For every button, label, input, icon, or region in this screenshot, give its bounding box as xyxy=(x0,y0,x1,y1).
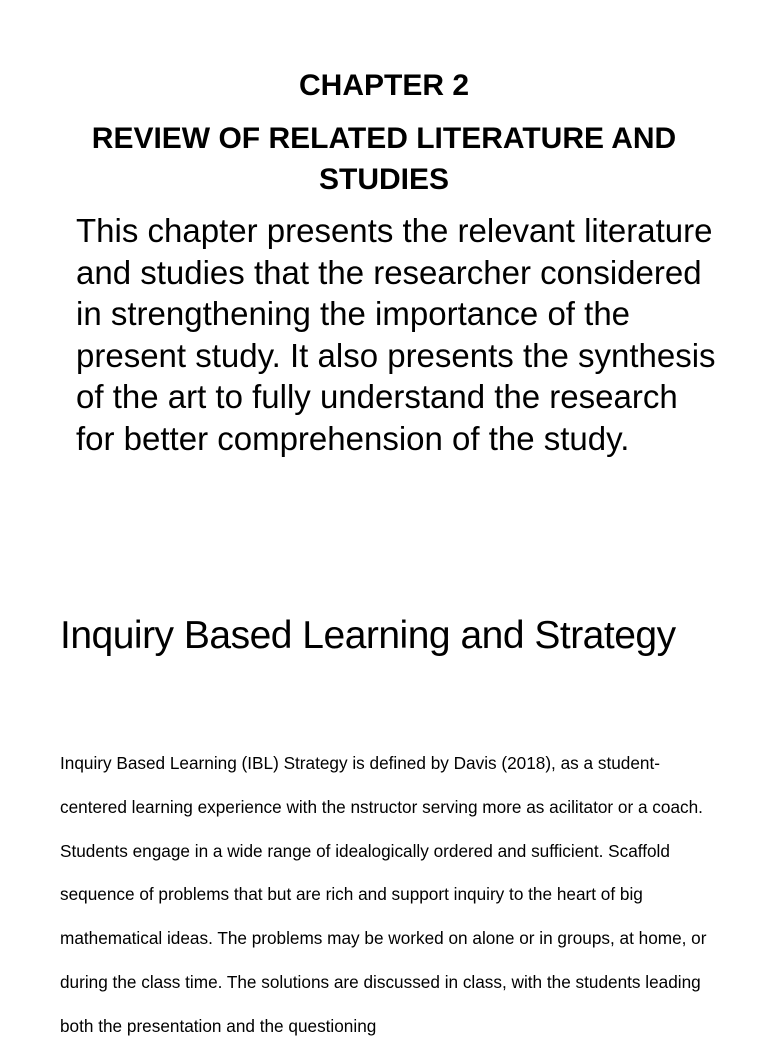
chapter-intro-paragraph: This chapter presents the relevant literature and studies that the researcher considered in strengthening the importance of the present study. It also presents the synthesis of the art to fully understand the research for better comprehension of the study. xyxy=(76,212,716,457)
section-heading: Inquiry Based Learning and Strategy xyxy=(60,614,676,657)
chapter-label: CHAPTER 2 xyxy=(298,69,470,102)
chapter-title: REVIEW OF RELATED LITERATURE AND STUDIES xyxy=(91,122,677,196)
section-body-paragraph: Inquiry Based Learning (IBL) Strategy is defined by Davis (2018), as a student-centered learning experience with the nstructor serving more as acilitator or a coach. Students engage in a wide range of idealogically ordered and sufficient. Scaffold sequence of problems that but are rich and support inquiry to the heart of big mathematical ideas. The problems may be worked on alone or in groups, at home, or during the class time. The solutions are discussed in class, with the students leading both the presentation and the questioning xyxy=(60,753,707,1036)
